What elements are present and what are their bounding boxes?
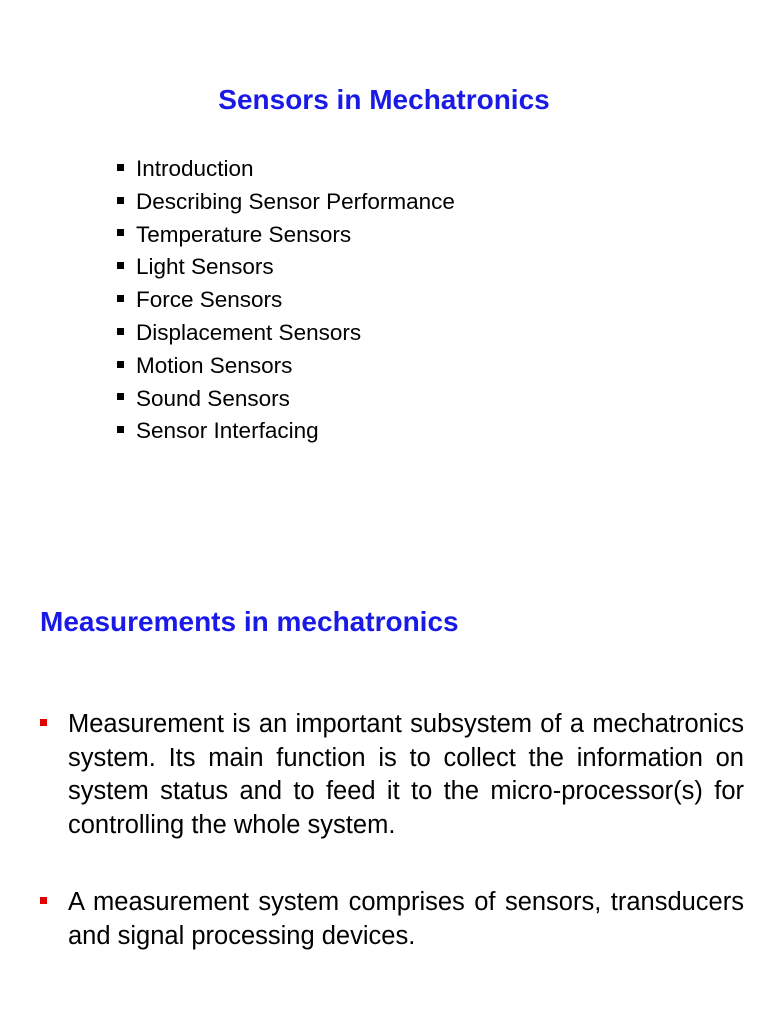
list-item bbox=[117, 383, 455, 416]
list-item bbox=[117, 153, 455, 186]
square-bullet-icon bbox=[117, 426, 124, 433]
paragraph bbox=[40, 886, 744, 953]
square-bullet-icon bbox=[117, 295, 124, 302]
square-bullet-icon bbox=[117, 164, 124, 171]
square-bullet-icon bbox=[117, 262, 124, 269]
topic-label: Describing Sensor Performance bbox=[136, 188, 455, 214]
list-item bbox=[117, 251, 455, 284]
paragraph-text: Measurement is an important subsystem of a mechatronics system. Its main function is to collect the information on system status and to feed it to the micro-processor(s) for controlling the whole system. bbox=[68, 710, 744, 839]
topic-label: Sensor Interfacing bbox=[136, 418, 319, 444]
square-bullet-icon bbox=[117, 197, 124, 204]
square-bullet-icon bbox=[117, 229, 124, 236]
square-bullet-icon bbox=[117, 393, 124, 400]
list-item bbox=[117, 284, 455, 317]
topic-label: Light Sensors bbox=[136, 254, 274, 280]
list-item bbox=[117, 350, 455, 383]
topic-label: Force Sensors bbox=[136, 287, 283, 313]
paragraph-text: A measurement system comprises of sensors, transducers and signal processing devices. bbox=[68, 888, 744, 950]
red-square-bullet-icon bbox=[40, 897, 47, 904]
list-item bbox=[117, 186, 455, 219]
topic-label: Introduction bbox=[136, 156, 254, 181]
topic-list bbox=[117, 153, 455, 448]
topic-label: Sound Sensors bbox=[136, 385, 290, 411]
slide-title: Sensors in Mechatronics bbox=[218, 84, 550, 115]
square-bullet-icon bbox=[117, 328, 124, 335]
square-bullet-icon bbox=[117, 361, 124, 368]
list-item bbox=[117, 415, 455, 448]
paragraph bbox=[40, 708, 744, 842]
topic-label: Displacement Sensors bbox=[136, 319, 362, 345]
red-square-bullet-icon bbox=[40, 719, 47, 726]
list-item bbox=[117, 219, 455, 252]
topic-label: Motion Sensors bbox=[136, 352, 293, 378]
topic-label: Temperature Sensors bbox=[136, 221, 352, 247]
list-item bbox=[117, 317, 455, 350]
section-heading: Measurements in mechatronics bbox=[40, 606, 459, 637]
